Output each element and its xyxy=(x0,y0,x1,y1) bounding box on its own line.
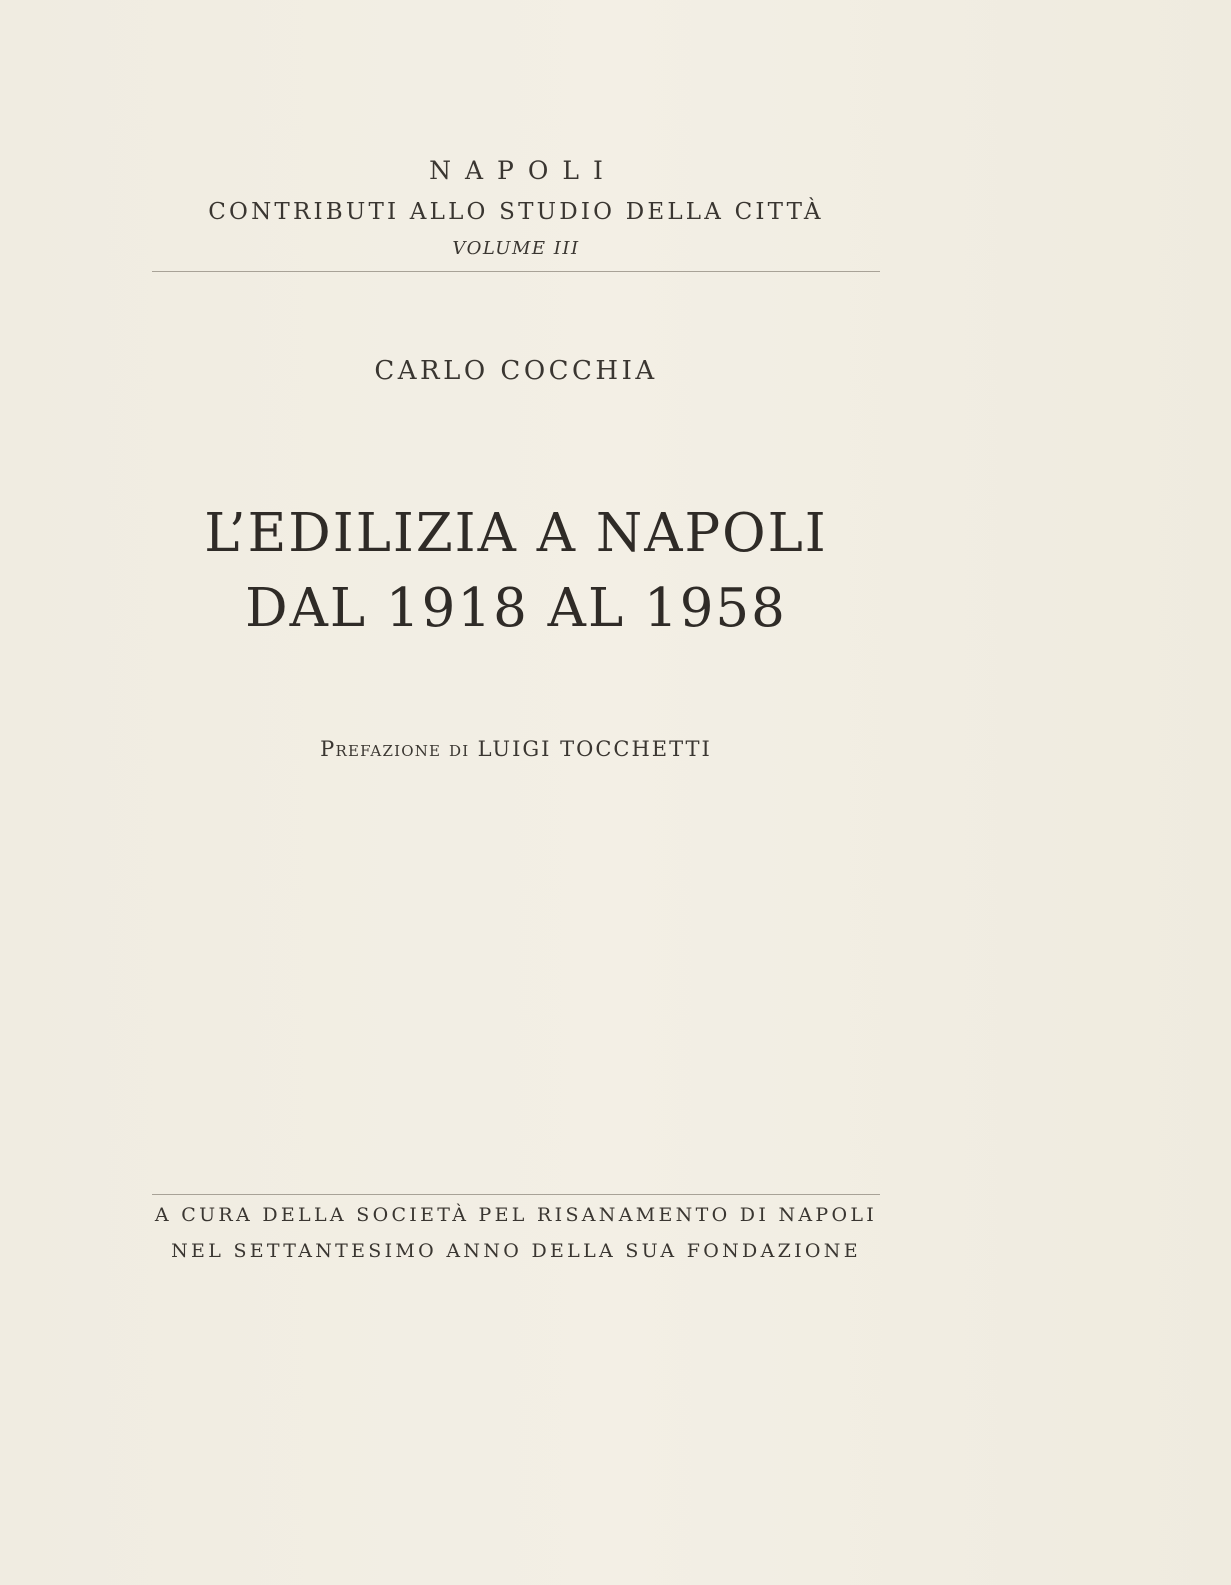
preface-label: Prefazione di xyxy=(320,737,470,761)
preface-author: LUIGI TOCCHETTI xyxy=(477,737,712,761)
publisher-line-2: NEL SETTANTESIMO ANNO DELLA SUA FONDAZIONE xyxy=(171,1240,861,1262)
book-title-line-1: L’EDILIZIA A NAPOLI xyxy=(204,503,828,564)
top-divider xyxy=(152,271,880,272)
series-title: NAPOLI xyxy=(429,156,617,185)
bottom-divider xyxy=(152,1194,880,1195)
author-name: CARLO COCCHIA xyxy=(374,356,658,386)
series-subtitle: CONTRIBUTI ALLO STUDIO DELLA CITTÀ xyxy=(208,199,824,225)
publisher-line-1: A CURA DELLA SOCIETÀ PEL RISANAMENTO DI NAPOLI xyxy=(154,1204,878,1226)
preface-credit xyxy=(150,733,882,765)
series-volume: VOLUME III xyxy=(452,238,580,259)
book-title-line-2: DAL 1918 AL 1958 xyxy=(245,578,787,639)
